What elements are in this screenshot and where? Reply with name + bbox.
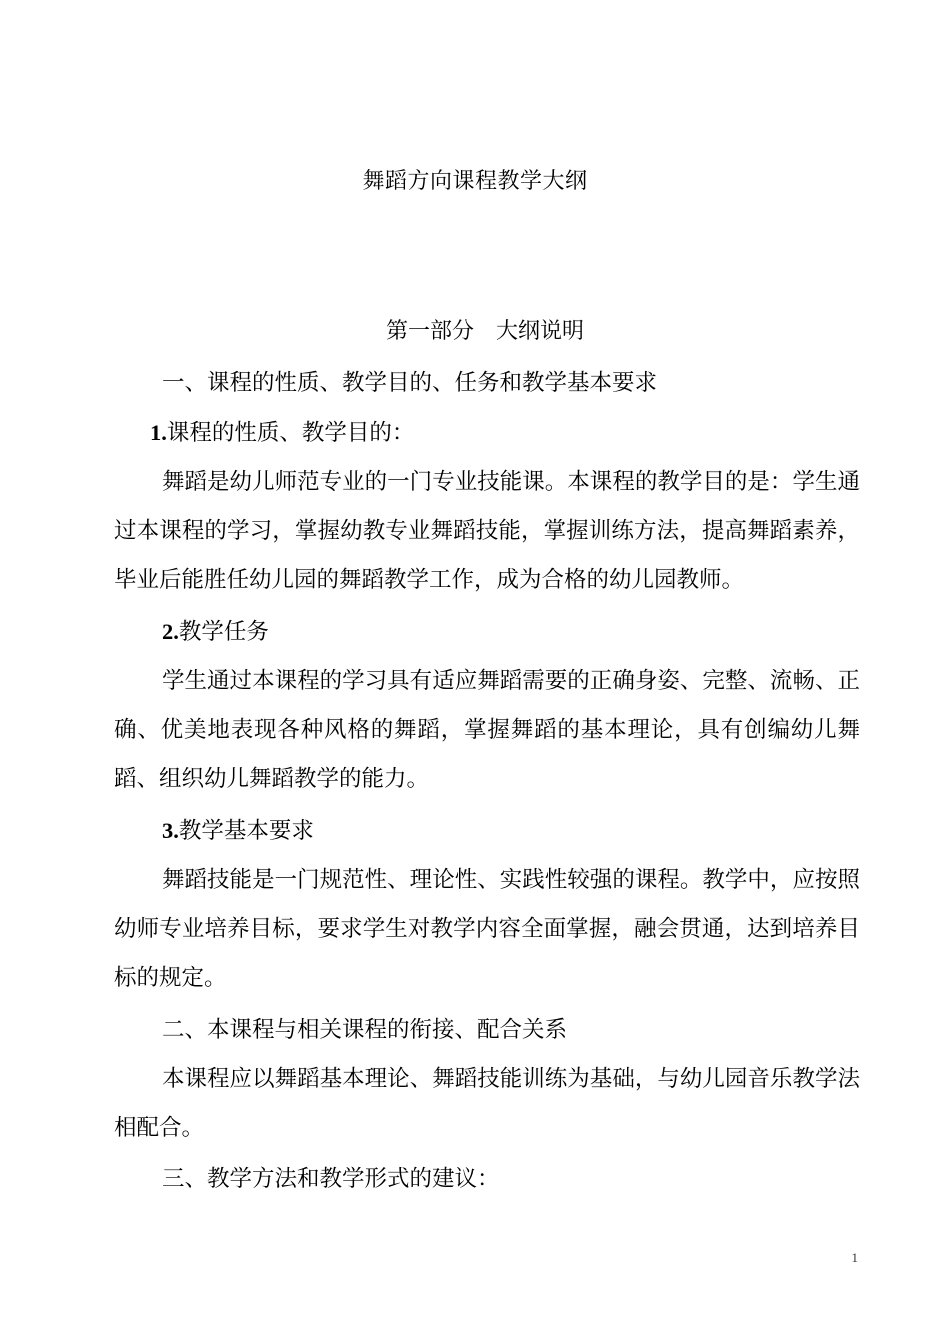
item2-number: 2. [162, 619, 179, 644]
section3-heading: 三、教学方法和教学形式的建议： [162, 1166, 500, 1192]
section2-body: 本课程应以舞蹈基本理论、舞蹈技能训练为基础，与幼儿园音乐教学法相配合。 [114, 1066, 860, 1141]
item3-heading [114, 816, 908, 846]
section1-heading: 一、课程的性质、教学目的、任务和教学基本要求 [162, 370, 658, 396]
part-title-label: 第一部分 [385, 319, 474, 344]
item3-number: 3. [162, 818, 179, 843]
item2-text: 教学任务 [178, 619, 269, 645]
item1-number: 1. [150, 420, 167, 445]
item2-heading [114, 617, 908, 647]
page-number: 1 [851, 1250, 858, 1265]
item3-body: 舞蹈技能是一门规范性、理论性、实践性较强的课程。教学中，应按照幼师专业培养目标，要求学生对教学内容全面掌握，融会贯通，达到培养目标的规定。 [114, 867, 860, 991]
part-title-name: 大纲说明 [496, 319, 585, 344]
item1-body: 舞蹈是幼儿师范专业的一门专业技能课。本课程的教学目的是：学生通过本课程的学习，掌握幼教专业舞蹈技能，掌握训练方法，提高舞蹈素养，毕业后能胜任幼儿园的舞蹈教学工作，成为合格的幼儿园教师。 [114, 469, 860, 593]
item3-text: 教学基本要求 [178, 818, 314, 844]
document-title: 舞蹈方向课程教学大纲 [362, 169, 588, 194]
item2-body: 学生通过本课程的学习具有适应舞蹈需要的正确身姿、完整、流畅、正确、优美地表现各种风格的舞蹈，掌握舞蹈的基本理论，具有创编幼儿舞蹈、组织幼儿舞蹈教学的能力。 [114, 668, 860, 792]
section2-heading: 二、本课程与相关课程的衔接、配合关系 [162, 1017, 568, 1043]
item1-text: 课程的性质、教学目的： [166, 420, 415, 446]
item1-heading [114, 418, 896, 448]
part-title [0, 317, 950, 347]
